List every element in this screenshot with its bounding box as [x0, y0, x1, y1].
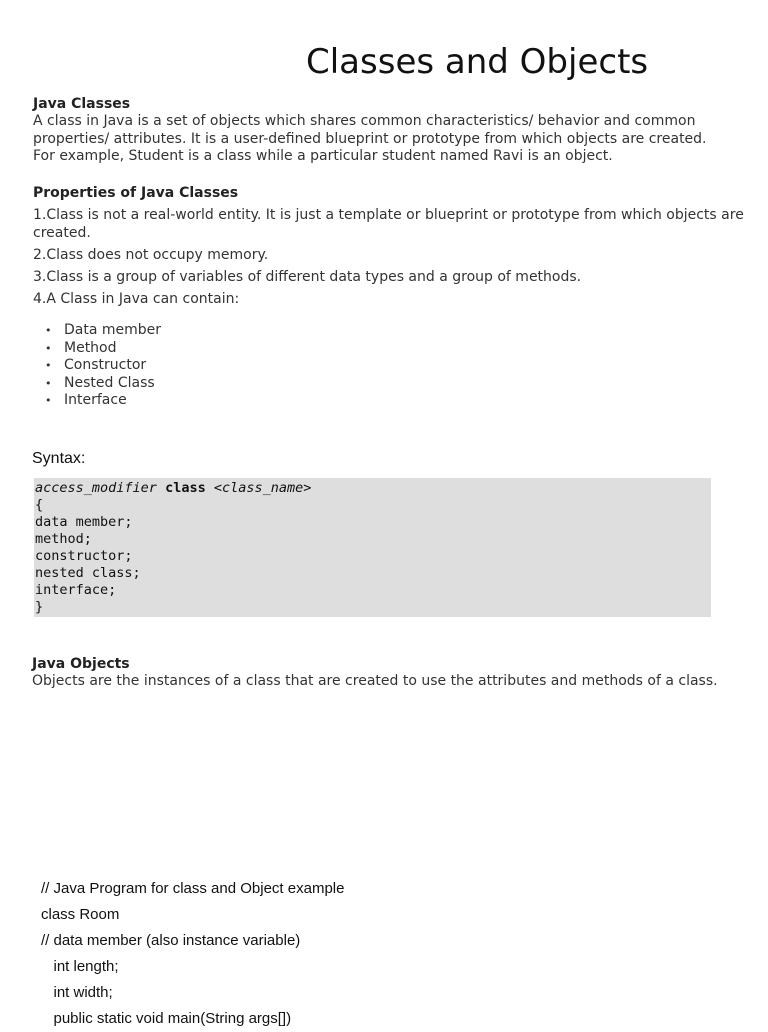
list-item: • Constructor [45, 357, 147, 373]
program-line: class Room [41, 906, 120, 923]
syntax-code-block [34, 478, 711, 617]
java-classes-line: A class in Java is a set of objects which shares common characteristics/ behavior and common [33, 113, 696, 129]
properties-item-4: 4.A Class in Java can contain: [33, 291, 240, 307]
program-line: // Java Program for class and Object example [41, 880, 345, 897]
list-item: • Method [45, 339, 117, 356]
program-line: int width; [41, 984, 113, 1001]
properties-heading: Properties of Java Classes [33, 185, 239, 201]
java-classes-heading: Java Classes [33, 96, 131, 112]
list-item: • Interface [45, 392, 127, 408]
java-classes-line: For example, Student is a class while a particular student named Ravi is an object. [33, 148, 613, 164]
bullet-icon: • [45, 359, 52, 372]
code-line: access_modifier class <class_name> [35, 480, 312, 496]
java-classes-paragraph [33, 113, 753, 166]
properties-item-1: 1.Class is not a real-world entity. It is just a template or blueprint or prototype from which objects are created. [33, 207, 744, 241]
program-line: int length; [41, 958, 119, 975]
list-item: • Data member [45, 322, 162, 338]
code-line: { [35, 497, 44, 513]
code-line: } [35, 599, 44, 615]
program-line: public static void main(String args[]) [41, 1010, 292, 1027]
bullet-icon: • [45, 324, 52, 337]
program-listing [41, 876, 344, 1032]
code-line: constructor; [35, 548, 133, 564]
properties-item-2: 2.Class does not occupy memory. [33, 247, 269, 263]
list-item: • Nested Class [45, 374, 155, 391]
bullet-icon: • [45, 394, 52, 407]
java-objects-heading: Java Objects [32, 656, 130, 672]
code-line: nested class; [35, 565, 141, 581]
bullet-icon: • [45, 341, 52, 355]
code-line: interface; [35, 582, 117, 598]
page-title: Classes and Objects [306, 42, 649, 82]
class-contents-list [33, 322, 161, 410]
java-classes-line: properties/ attributes. It is a user-defined blueprint or prototype from which objects are created. [33, 130, 707, 147]
code-line: data member; [35, 514, 133, 530]
java-objects-paragraph: Objects are the instances of a class that are created to use the attributes and methods of a class. [32, 673, 718, 689]
syntax-label: Syntax: [32, 450, 86, 467]
properties-item-3: 3.Class is a group of variables of different data types and a group of methods. [33, 269, 582, 285]
code-line: method; [35, 531, 92, 547]
bullet-icon: • [45, 376, 52, 390]
program-line: // data member (also instance variable) [41, 932, 301, 949]
